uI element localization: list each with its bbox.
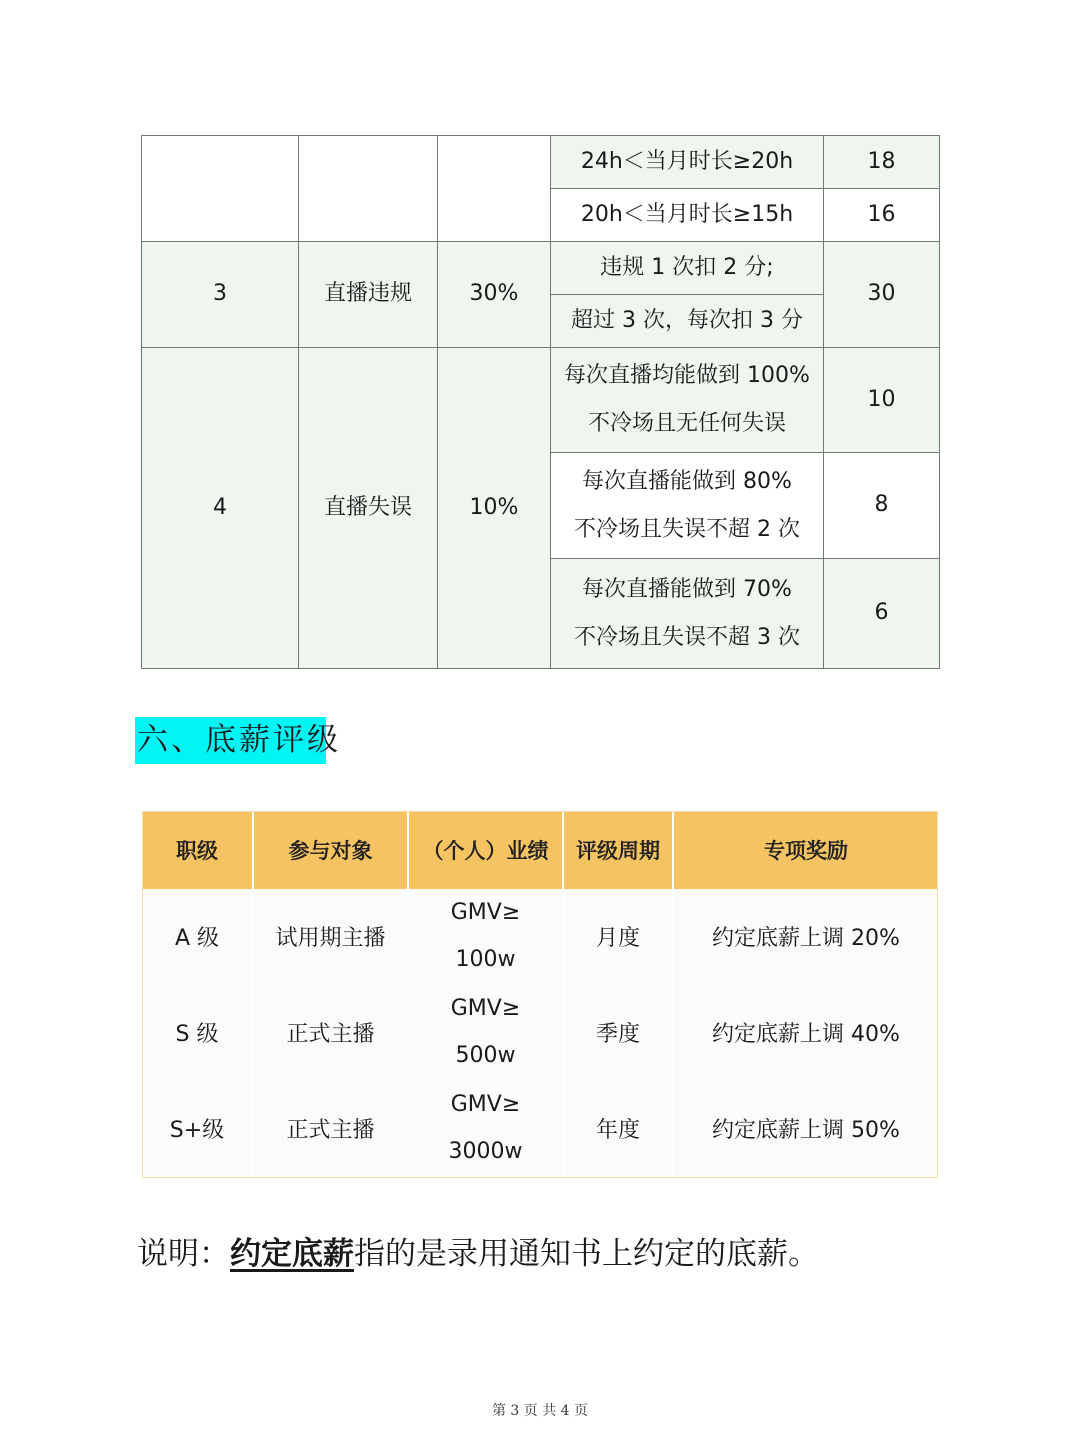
period-cell: 月度 xyxy=(563,889,673,984)
item-name: 直播违规 xyxy=(299,242,438,348)
target-cell: 正式主播 xyxy=(253,1080,408,1176)
item-name: 直播失误 xyxy=(299,348,438,669)
reward-cell: 约定底薪上调 20% xyxy=(673,889,938,984)
note-prefix: 说明： xyxy=(137,1236,230,1272)
performance-line: 3000w xyxy=(448,1139,523,1164)
table-row xyxy=(142,242,940,295)
table-row xyxy=(142,1080,938,1176)
explanation-note xyxy=(137,1228,819,1273)
reward-cell: 约定底薪上调 40% xyxy=(673,984,938,1080)
empty-cell xyxy=(299,136,438,242)
performance-line: 100w xyxy=(455,947,516,972)
performance-line: 500w xyxy=(455,1043,516,1068)
item-weight: 10% xyxy=(438,348,551,669)
header-level: 职级 xyxy=(142,811,253,889)
reward-cell: 约定底薪上调 50% xyxy=(673,1080,938,1176)
level-cell xyxy=(551,559,824,669)
item-number: 4 xyxy=(142,348,299,669)
score-cell: 6 xyxy=(824,559,940,669)
level-line: 每次直播能做到 80% xyxy=(582,468,792,494)
score-cell: 8 xyxy=(824,453,940,559)
section-heading: 六、底薪评级 xyxy=(135,717,326,764)
note-text: 指的是录用通知书上约定的底薪。 xyxy=(354,1236,819,1272)
item-weight: 30% xyxy=(438,242,551,348)
period-cell: 年度 xyxy=(563,1080,673,1176)
note-emphasis: 约定底薪 xyxy=(230,1236,354,1272)
table-row xyxy=(142,889,938,984)
header-target: 参与对象 xyxy=(253,811,408,889)
target-cell: 正式主播 xyxy=(253,984,408,1080)
header-performance: （个人）业绩 xyxy=(408,811,563,889)
score-cell: 18 xyxy=(824,136,940,189)
header-period: 评级周期 xyxy=(563,811,673,889)
level-line: 每次直播能做到 70% xyxy=(582,576,792,602)
level-cell xyxy=(551,348,824,453)
rule-cell: 超过 3 次，每次扣 3 分 xyxy=(551,295,824,348)
empty-cell xyxy=(142,136,299,242)
level-cell xyxy=(551,453,824,559)
rule-cell: 违规 1 次扣 2 分; xyxy=(551,242,824,295)
level-line: 不冷场且无任何失误 xyxy=(587,411,786,436)
condition-cell: 20h＜当月时长≥15h xyxy=(551,189,824,242)
table-row xyxy=(142,348,940,453)
performance-cell xyxy=(408,1080,563,1176)
level-line: 每次直播均能做到 100% xyxy=(564,363,810,388)
scoring-table xyxy=(141,135,940,669)
performance-cell xyxy=(408,984,563,1080)
performance-line: GMV≥ xyxy=(450,1092,521,1117)
target-cell: 试用期主播 xyxy=(253,889,408,984)
level-cell: A 级 xyxy=(142,889,253,984)
score-cell: 30 xyxy=(824,242,940,348)
table-row xyxy=(142,136,940,189)
score-cell: 16 xyxy=(824,189,940,242)
table-row xyxy=(142,984,938,1080)
score-cell: 10 xyxy=(824,348,940,453)
period-cell: 季度 xyxy=(563,984,673,1080)
header-row xyxy=(142,811,938,889)
level-cell: S+级 xyxy=(142,1080,253,1176)
item-number: 3 xyxy=(142,242,299,348)
level-line: 不冷场且失误不超 2 次 xyxy=(574,516,800,542)
condition-cell: 24h＜当月时长≥20h xyxy=(551,136,824,189)
level-line: 不冷场且失误不超 3 次 xyxy=(574,624,800,650)
performance-cell xyxy=(408,889,563,984)
salary-grade-table xyxy=(142,811,938,1177)
header-reward: 专项奖励 xyxy=(673,811,938,889)
performance-line: GMV≥ xyxy=(450,900,521,925)
page-number: 第 3 页 共 4 页 xyxy=(491,1403,589,1419)
performance-line: GMV≥ xyxy=(450,996,521,1021)
empty-cell xyxy=(438,136,551,242)
level-cell: S 级 xyxy=(142,984,253,1080)
